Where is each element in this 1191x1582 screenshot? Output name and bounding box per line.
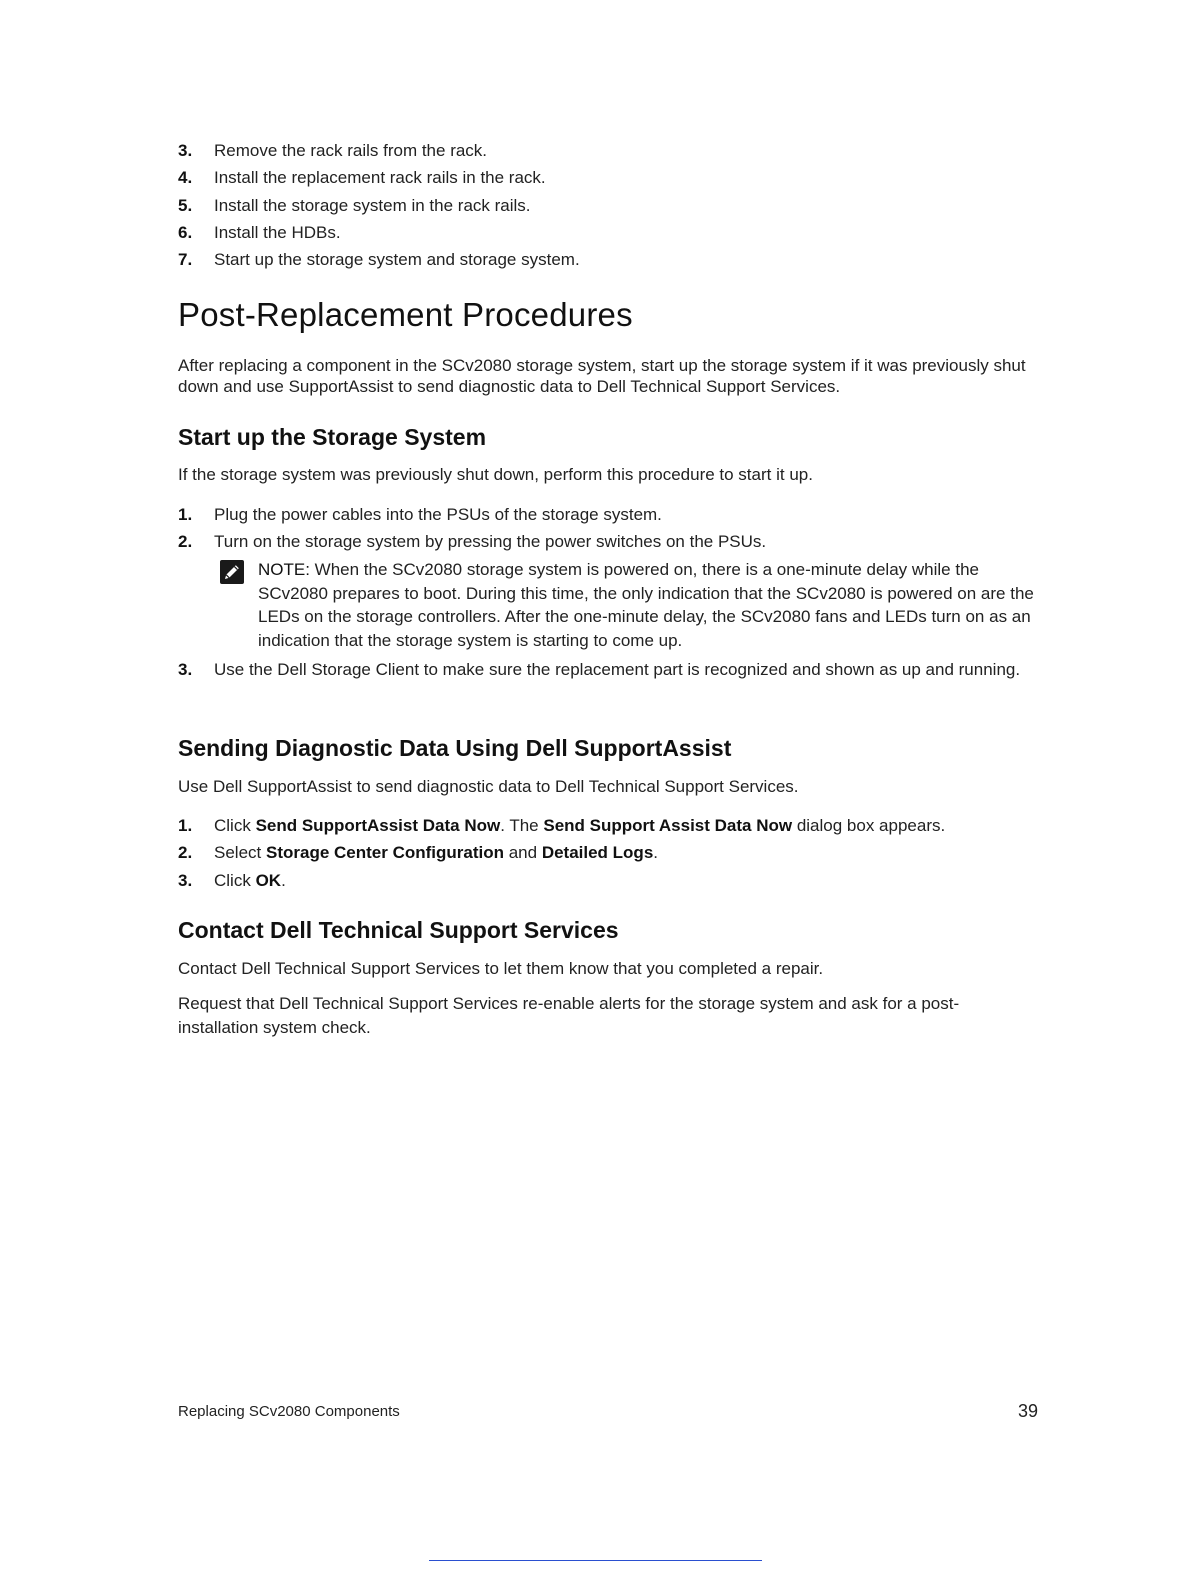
diagnostic-step-list (178, 816, 1038, 898)
step-text: Plug the power cables into the PSUs of the storage system. (214, 505, 662, 524)
step-text: . (653, 843, 659, 863)
ui-term-ok: OK (255, 870, 282, 890)
list-item (178, 532, 1038, 653)
contact-paragraph-1: Contact Dell Technical Support Services to let them know that you completed a repair. (178, 959, 824, 978)
step-number: 7. (178, 250, 193, 270)
step-text: Install the replacement rack rails in the rack. (214, 168, 546, 188)
step-text: . (281, 870, 286, 890)
step-number: 3. (178, 870, 193, 890)
list-item (178, 141, 1038, 161)
note-box (214, 558, 1038, 653)
list-item (178, 843, 1038, 863)
step-text: Use the Dell Storage Client to make sure the replacement part is recognized and shown as up and running. (214, 659, 1021, 679)
step-text: Install the storage system in the rack rails. (214, 195, 531, 215)
startup-step-list (178, 505, 1038, 687)
contact-heading: Contact Dell Technical Support Services (178, 917, 619, 943)
list-item (178, 168, 1038, 188)
step-text: Start up the storage system and storage system. (214, 250, 580, 270)
step-number: 3. (178, 141, 193, 160)
list-item (178, 871, 1038, 891)
list-item (178, 505, 1038, 525)
ui-term-detailed-logs: Detailed Logs (541, 843, 654, 863)
post-replacement-intro: After replacing a component in the SCv2080 storage system, start up the storage system if it was previously shut down and use SupportAssist to send diagnostic data to Dell Technical Support Services. (178, 356, 1026, 396)
step-number: 4. (178, 168, 193, 188)
step-text: Select (214, 843, 266, 863)
step-text: Click (214, 870, 256, 890)
step-number: 5. (178, 195, 193, 215)
step-number: 1. (178, 505, 193, 524)
step-text: . The (500, 816, 544, 835)
step-number: 6. (178, 222, 193, 242)
step-number: 1. (178, 816, 193, 835)
step-text: Turn on the storage system by pressing the power switches on the PSUs. (214, 532, 767, 551)
note-text: When the SCv2080 storage system is powered on, there is a one-minute delay while the SCv2080 prepares to boot. During this time, the only indication that the SCv2080 is powered on are the LEDs on the storage controllers. After the one-minute delay, the SCv2080 fans and LEDs turn on as an indication that the storage system is starting to come up. (258, 560, 1034, 651)
step-text: Click (214, 816, 256, 835)
document-page (178, 0, 1038, 1582)
list-item (178, 816, 1038, 836)
list-item (178, 660, 1038, 680)
step-text: Install the HDBs. (214, 222, 341, 242)
diagnostic-intro: Use Dell SupportAssist to send diagnostic data to Dell Technical Support Services. (178, 777, 799, 796)
step-text: and (504, 843, 542, 863)
step-text: dialog box appears. (792, 816, 946, 835)
note-pencil-icon (220, 560, 244, 584)
list-item (178, 223, 1038, 243)
contact-paragraph-2: Request that Dell Technical Support Services re-enable alerts for the storage system and ask for a post-installation system check. (178, 994, 960, 1037)
step-number: 2. (178, 532, 193, 551)
diagnostic-heading: Sending Diagnostic Data Using Dell SupportAssist (178, 735, 732, 761)
page-number: 39 (1017, 1401, 1038, 1421)
ui-term-send-supportassist: Send SupportAssist Data Now (255, 816, 501, 835)
startup-intro: If the storage system was previously shut down, perform this procedure to start it up. (178, 465, 813, 484)
ui-term-dialog-name: Send Support Assist Data Now (543, 816, 793, 835)
step-number: 2. (178, 843, 193, 863)
step-number: 3. (178, 659, 193, 679)
footer-section-title: Replacing SCv2080 Components (178, 1403, 400, 1420)
ui-term-storage-center-config: Storage Center Configuration (265, 843, 504, 863)
list-item (178, 196, 1038, 216)
step-text: Remove the rack rails from the rack. (214, 141, 488, 160)
top-step-list (178, 141, 1038, 277)
startup-heading: Start up the Storage System (178, 424, 487, 450)
note-label: NOTE: (258, 560, 310, 579)
bottom-rule (429, 1560, 762, 1561)
post-replacement-heading: Post-Replacement Procedures (178, 296, 633, 333)
list-item (178, 250, 1038, 270)
